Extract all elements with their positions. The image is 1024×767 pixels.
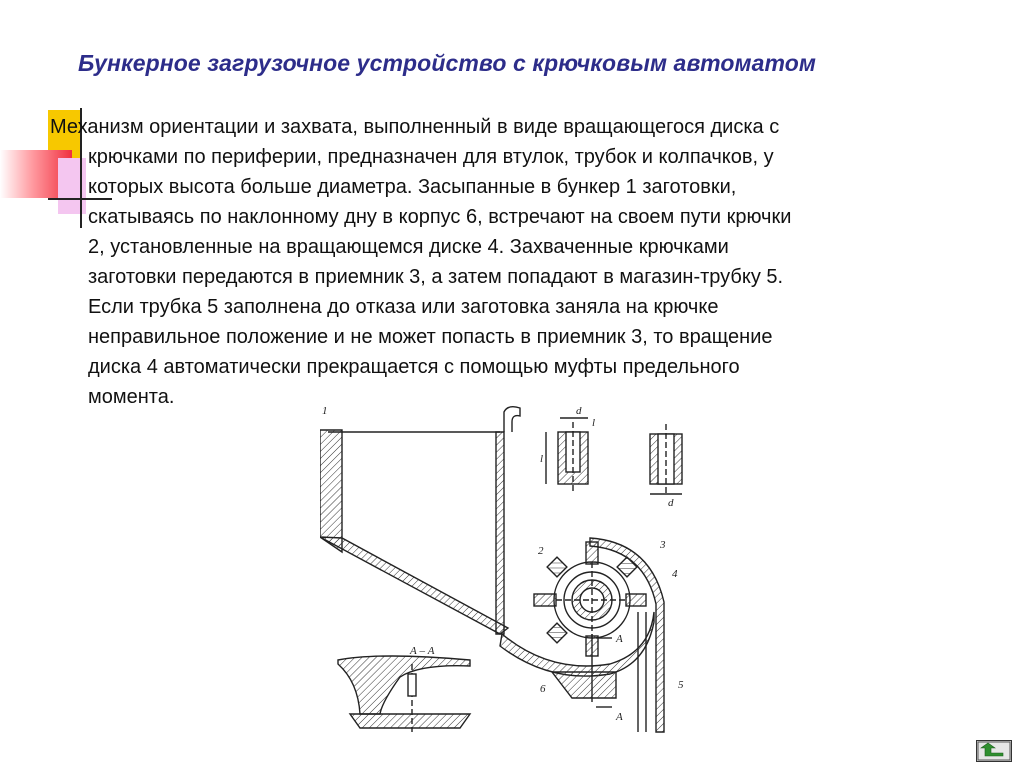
arrow-label-top: А [616,633,623,645]
label-3: 3 [660,539,666,551]
paragraph-line: крючками по периферии, предназначен для втулок, трубок и колпачков, у [88,146,774,168]
paragraph-line: Если трубка 5 заполнена до отказа или заготовка заняла на крючке [88,296,719,318]
paragraph-line: 2, установленные на вращающемся диске 4. Захваченные крючками [88,236,729,258]
slide-paragraph [50,112,1010,412]
bunker-right-wall [496,432,504,634]
dim-d-label-1: d [576,405,582,417]
paragraph-line: момента. [88,386,175,408]
tube-5 [638,612,646,732]
dim-l-label-2: l [592,417,596,429]
bunker-left-wall [320,430,342,552]
workpiece-sketch-2 [650,424,682,494]
hopper-device-drawing [320,402,720,747]
paragraph-line: скатываясь по наклонному дну в корпус 6, встречают на своем пути крючки [88,206,792,228]
return-arrow-icon[interactable] [976,740,1012,762]
slide-title: Бункерное загрузочное устройство с крючковым автоматом [78,50,817,76]
base-block [552,672,616,698]
paragraph-line: которых высота больше диаметра. Засыпанные в бункер 1 заготовки, [88,176,737,198]
bunker-inclined-bottom [320,537,508,634]
paragraph-line: Механизм ориентации и захвата, выполненный в виде вращающегося диска с [50,116,780,138]
label-4: 4 [672,568,678,580]
workpiece-sketch-1 [546,418,588,492]
dim-d-label-2: d [668,497,674,509]
label-6: 6 [540,683,546,695]
bunker-top-hook [504,407,520,432]
paragraph-line: заготовки передаются в приемник 3, а затем попадают в магазин-трубку 5. [88,266,784,288]
section-label: А – А [410,645,435,657]
arrow-label-bottom: А [616,711,623,723]
section-a-a-sketch [338,656,470,732]
label-2: 2 [538,545,544,557]
housing-6 [500,612,654,676]
dim-l-label-1: l [540,453,544,465]
paragraph-line: диска 4 автоматически прекращается с помощью муфты предельного [88,356,740,378]
label-1: 1 [322,405,328,417]
label-5: 5 [678,679,684,691]
paragraph-line: неправильное положение и не может попасть в приемник 3, то вращение [88,326,773,348]
